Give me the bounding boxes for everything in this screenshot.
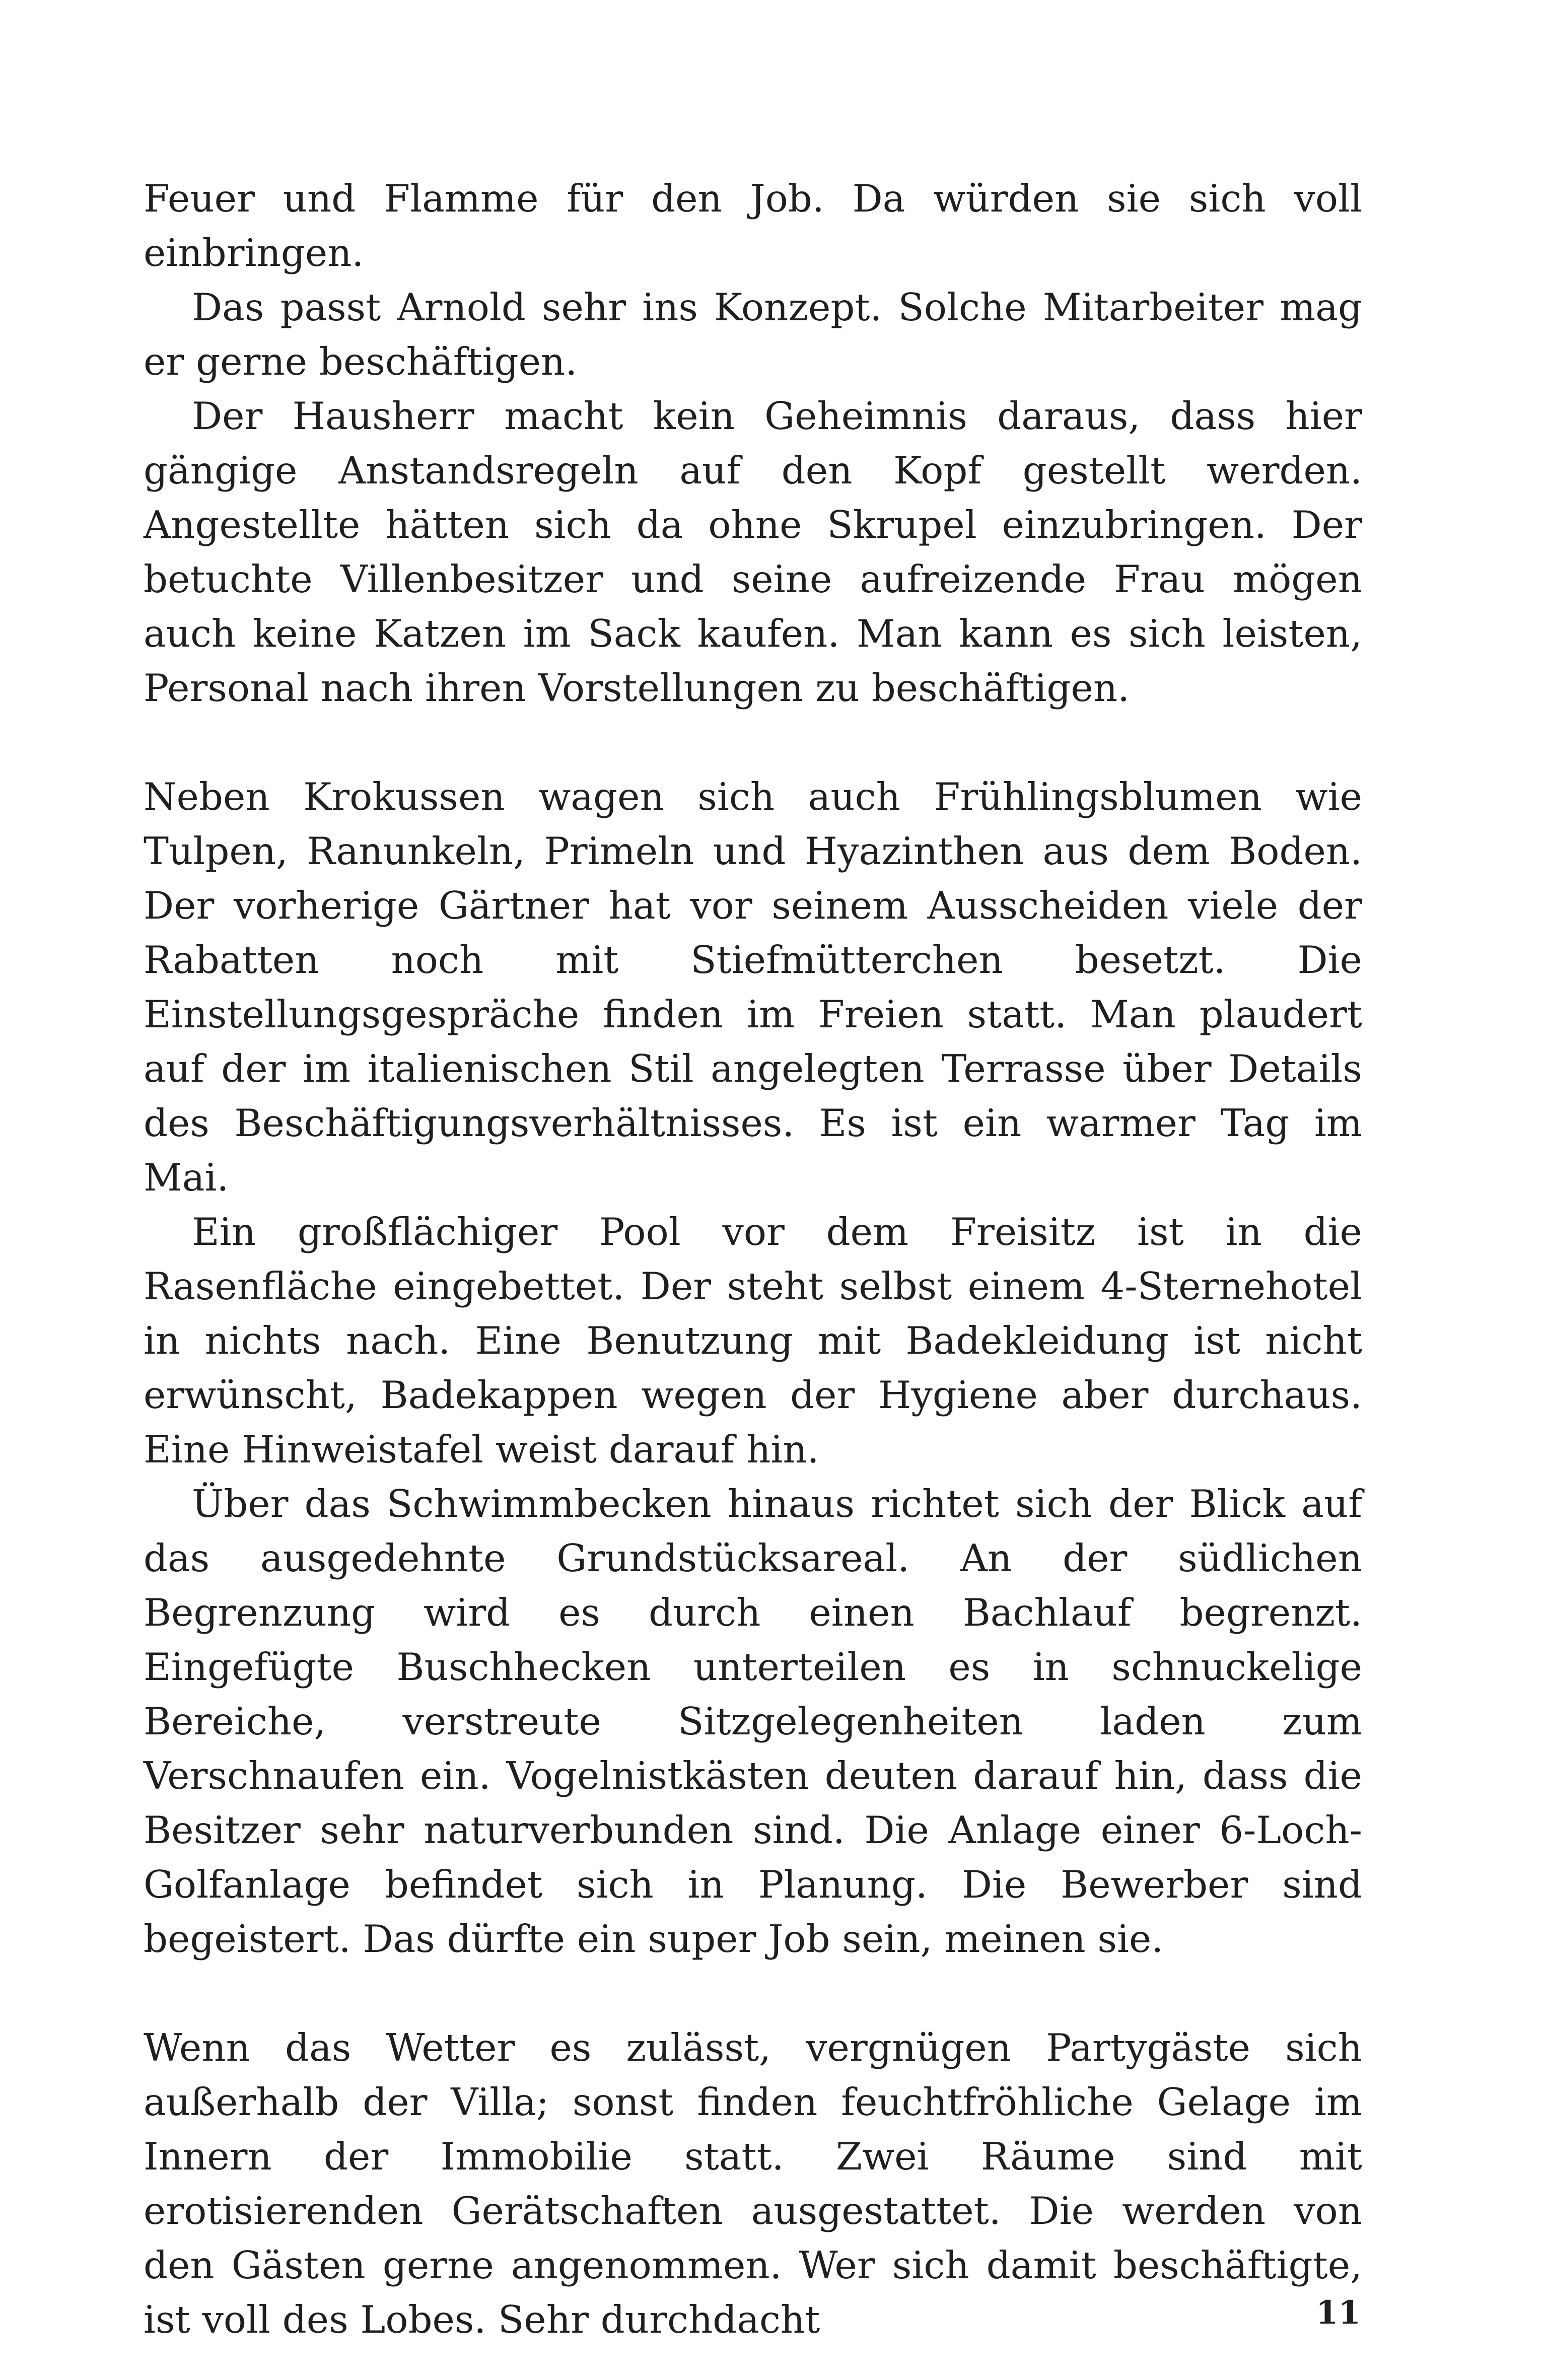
paragraph: Ein großflächiger Pool vor dem Freisitz ist in die Rasenfläche eingebettet. Der steht selbst einem 4-Sternehotel in nichts nach. Eine Benutzung mit Badekleidung ist nicht erwünscht, Badekappen wegen der Hygiene aber durchaus. Eine Hinweistafel weist darauf hin. — [144, 1210, 1362, 1472]
text-section-1 — [144, 171, 1362, 715]
paragraph: Neben Krokussen wagen sich auch Frühlingsblumen wie Tulpen, Ranunkeln, Primeln und Hyazinthen aus dem Boden. Der vorherige Gärtner hat vor seinem Ausscheiden viele der Rabatten noch mit Stiefmütterchen besetzt. Die Einstellungsgespräche finden im Freien statt. Man plaudert auf der im italienischen Stil angelegten Terrasse über Details des Beschäftigungsverhältnisses. Es ist ein warmer Tag im Mai. — [144, 775, 1362, 1200]
page-number: 11 — [1315, 2294, 1361, 2332]
paragraph: Der Hausherr macht kein Geheimnis daraus, dass hier gängige Anstandsregeln auf den Kopf gestellt werden. Angestellte hätten sich da ohne Skrupel einzubringen. Der betuchte Villenbesitzer und seine aufreizende Frau mögen auch keine Katzen im Sack kaufen. Man kann es sich leisten, Personal nach ihren Vorstellungen zu beschäftigen. — [144, 394, 1362, 710]
text-section-2 — [144, 769, 1362, 1966]
book-page-body — [144, 171, 1362, 2347]
paragraph: Feuer und Flamme für den Job. Da würden sie sich voll einbringen. — [144, 176, 1362, 275]
text-section-3 — [144, 2020, 1362, 2347]
paragraph: Über das Schwimmbecken hinaus richtet sich der Blick auf das ausgedehnte Grundstücksareal. An der südlichen Begrenzung wird es durch einen Bachlauf begrenzt. Eingefügte Buschhecken unterteilen es in schnuckelige Bereiche, verstreute Sitzgelegenheiten laden zum Verschnaufen ein. Vogelnistkästen deuten darauf hin, dass die Besitzer sehr naturverbunden sind. Die Anlage einer 6-Loch-Golfanlage befindet sich in Planung. Die Bewerber sind begeistert. Das dürfte ein super Job sein, meinen sie. — [144, 1482, 1362, 1961]
paragraph: Das passt Arnold sehr ins Konzept. Solche Mitarbeiter mag er gerne beschäftigen. — [144, 285, 1362, 384]
paragraph: Wenn das Wetter es zulässt, vergnügen Partygäste sich außerhalb der Villa; sonst finden feuchtfröhliche Gelage im Innern der Immobilie statt. Zwei Räume sind mit erotisierenden Gerätschaften ausgestattet. Die werden von den Gästen gerne angenommen. Wer sich damit beschäftigte, ist voll des Lobes. Sehr durchdacht — [144, 2025, 1362, 2342]
